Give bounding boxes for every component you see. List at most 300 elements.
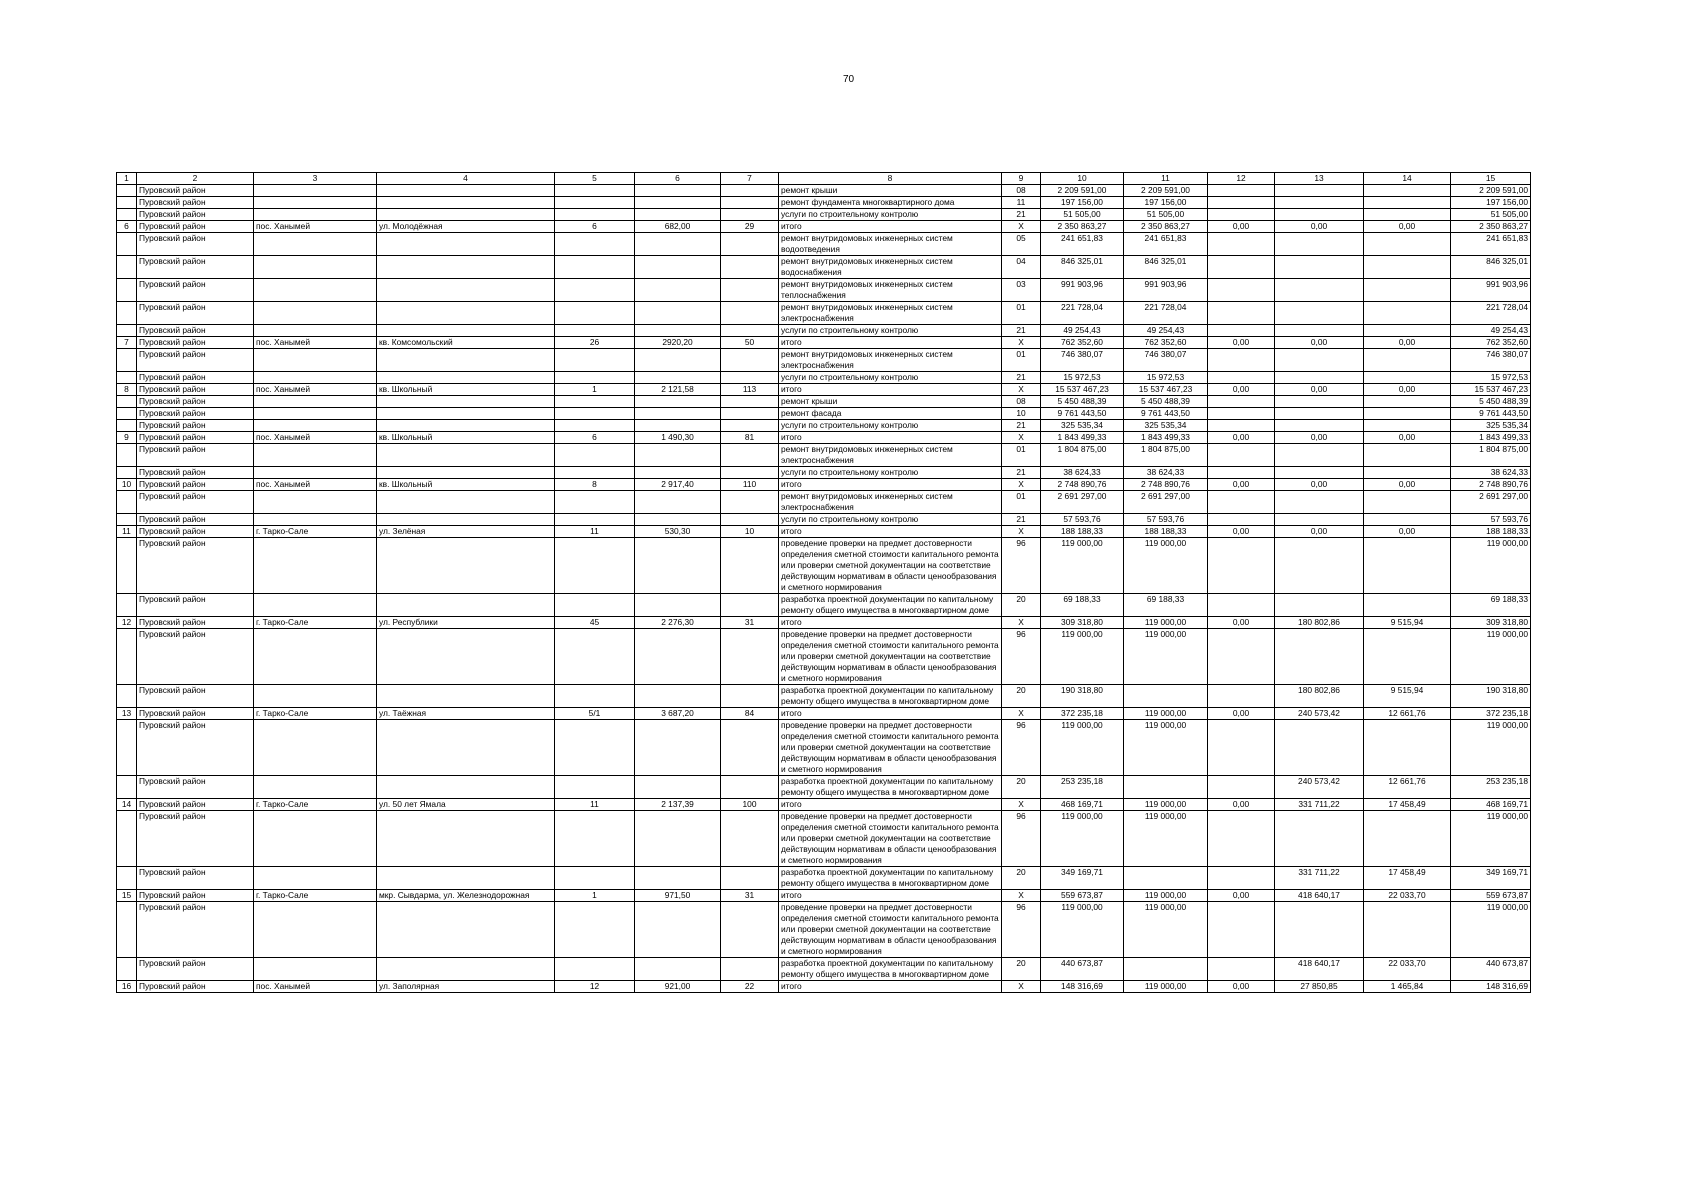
house-number: 12 [555, 981, 635, 993]
column-header-8: 8 [779, 173, 1002, 185]
district: Пуровский район [137, 958, 254, 981]
cost-federal [1208, 629, 1275, 685]
cost-total: 2 350 863,27 [1451, 221, 1531, 233]
work-type: разработка проектной документации по капитальному ремонту общего имущества в многоквартирном доме [779, 867, 1002, 890]
area: 921,00 [635, 981, 721, 993]
street: кв. Школьный [377, 479, 555, 491]
total-cost: 372 235,18 [1041, 708, 1124, 720]
district: Пуровский район [137, 325, 254, 337]
cost-federal [1208, 256, 1275, 279]
cost-municipal: 0,00 [1364, 432, 1451, 444]
area: 2 276,30 [635, 617, 721, 629]
cost-fund: 5 450 488,39 [1124, 396, 1208, 408]
table-row [117, 384, 1531, 396]
area [635, 902, 721, 958]
total-cost: 148 316,69 [1041, 981, 1124, 993]
cost-federal [1208, 720, 1275, 776]
cost-regional: 418 640,17 [1275, 958, 1364, 981]
cost-municipal [1364, 372, 1451, 384]
settlement [254, 720, 377, 776]
cost-regional: 240 573,42 [1275, 776, 1364, 799]
row-number [117, 594, 137, 617]
cost-federal: 0,00 [1208, 890, 1275, 902]
cost-federal [1208, 811, 1275, 867]
row-number: 7 [117, 337, 137, 349]
house-number: 11 [555, 799, 635, 811]
work-type: ремонт внутридомовых инженерных систем электроснабжения [779, 349, 1002, 372]
street [377, 420, 555, 432]
total-cost: 746 380,07 [1041, 349, 1124, 372]
table-row [117, 325, 1531, 337]
work-code: 11 [1002, 197, 1041, 209]
work-code: X [1002, 799, 1041, 811]
settlement [254, 349, 377, 372]
cost-total: 119 000,00 [1451, 629, 1531, 685]
cost-regional [1275, 408, 1364, 420]
street [377, 467, 555, 479]
cost-fund [1124, 685, 1208, 708]
cost-federal [1208, 514, 1275, 526]
settlement [254, 629, 377, 685]
area: 682,00 [635, 221, 721, 233]
work-type: итого [779, 337, 1002, 349]
cost-total: 119 000,00 [1451, 538, 1531, 594]
cost-fund: 2 209 591,00 [1124, 185, 1208, 197]
work-type: итого [779, 981, 1002, 993]
table-row [117, 526, 1531, 538]
total-cost: 5 450 488,39 [1041, 396, 1124, 408]
cost-municipal: 0,00 [1364, 526, 1451, 538]
row-number: 16 [117, 981, 137, 993]
work-type: ремонт фундамента многоквартирного дома [779, 197, 1002, 209]
house-number [555, 467, 635, 479]
cost-fund: 119 000,00 [1124, 538, 1208, 594]
cost-fund: 241 651,83 [1124, 233, 1208, 256]
residents [721, 349, 779, 372]
table-row [117, 372, 1531, 384]
cost-federal [1208, 408, 1275, 420]
cost-fund: 119 000,00 [1124, 720, 1208, 776]
cost-municipal: 17 458,49 [1364, 799, 1451, 811]
column-header-2: 2 [137, 173, 254, 185]
work-type: услуги по строительному контролю [779, 209, 1002, 221]
row-number [117, 209, 137, 221]
cost-federal [1208, 325, 1275, 337]
work-type: итого [779, 432, 1002, 444]
row-number [117, 349, 137, 372]
total-cost: 188 188,33 [1041, 526, 1124, 538]
residents [721, 629, 779, 685]
street [377, 776, 555, 799]
cost-federal: 0,00 [1208, 981, 1275, 993]
street: ул. Таёжная [377, 708, 555, 720]
work-type: разработка проектной документации по капитальному ремонту общего имущества в многоквартирном доме [779, 958, 1002, 981]
cost-municipal [1364, 720, 1451, 776]
street [377, 958, 555, 981]
settlement [254, 958, 377, 981]
cost-total: 253 235,18 [1451, 776, 1531, 799]
work-type: ремонт крыши [779, 396, 1002, 408]
table-row [117, 420, 1531, 432]
area [635, 197, 721, 209]
area [635, 867, 721, 890]
cost-total: 15 537 467,23 [1451, 384, 1531, 396]
house-number [555, 538, 635, 594]
cost-regional [1275, 233, 1364, 256]
street: ул. Молодёжная [377, 221, 555, 233]
district: Пуровский район [137, 396, 254, 408]
settlement [254, 197, 377, 209]
settlement [254, 302, 377, 325]
cost-total: 846 325,01 [1451, 256, 1531, 279]
total-cost: 1 843 499,33 [1041, 432, 1124, 444]
district: Пуровский район [137, 902, 254, 958]
cost-fund [1124, 776, 1208, 799]
cost-total: 38 624,33 [1451, 467, 1531, 479]
page-number: 70 [842, 74, 855, 85]
street [377, 197, 555, 209]
row-number [117, 185, 137, 197]
total-cost: 846 325,01 [1041, 256, 1124, 279]
area [635, 685, 721, 708]
cost-total: 5 450 488,39 [1451, 396, 1531, 408]
area [635, 325, 721, 337]
row-number: 15 [117, 890, 137, 902]
table-body [117, 185, 1531, 993]
settlement [254, 867, 377, 890]
district: Пуровский район [137, 420, 254, 432]
cost-federal [1208, 372, 1275, 384]
work-type: ремонт крыши [779, 185, 1002, 197]
street: кв. Школьный [377, 432, 555, 444]
column-header-12: 12 [1208, 173, 1275, 185]
cost-fund: 2 350 863,27 [1124, 221, 1208, 233]
cost-federal [1208, 302, 1275, 325]
cost-regional [1275, 279, 1364, 302]
cost-federal [1208, 233, 1275, 256]
total-cost: 119 000,00 [1041, 629, 1124, 685]
row-number [117, 256, 137, 279]
total-cost: 190 318,80 [1041, 685, 1124, 708]
cost-total: 9 761 443,50 [1451, 408, 1531, 420]
cost-fund: 1 804 875,00 [1124, 444, 1208, 467]
row-number [117, 685, 137, 708]
work-code: 96 [1002, 720, 1041, 776]
work-type: итого [779, 617, 1002, 629]
area [635, 538, 721, 594]
street [377, 349, 555, 372]
total-cost: 2 209 591,00 [1041, 185, 1124, 197]
work-code: 96 [1002, 629, 1041, 685]
cost-fund: 762 352,60 [1124, 337, 1208, 349]
cost-regional [1275, 372, 1364, 384]
cost-fund: 57 593,76 [1124, 514, 1208, 526]
cost-federal [1208, 420, 1275, 432]
district: Пуровский район [137, 617, 254, 629]
row-number [117, 538, 137, 594]
cost-municipal [1364, 256, 1451, 279]
row-number [117, 776, 137, 799]
residents [721, 420, 779, 432]
cost-municipal [1364, 396, 1451, 408]
street [377, 396, 555, 408]
settlement [254, 811, 377, 867]
work-code: X [1002, 432, 1041, 444]
residents [721, 776, 779, 799]
table-row [117, 708, 1531, 720]
work-type: проведение проверки на предмет достоверности определения сметной стоимости капитального ремонта или проверки сметной документации на соответствие действующим нормативам в области ценообразования и сметного нормирования [779, 811, 1002, 867]
table-row [117, 514, 1531, 526]
table-row [117, 396, 1531, 408]
residents [721, 902, 779, 958]
cost-total: 148 316,69 [1451, 981, 1531, 993]
work-type: ремонт фасада [779, 408, 1002, 420]
cost-regional [1275, 209, 1364, 221]
area: 2920,20 [635, 337, 721, 349]
total-cost: 49 254,43 [1041, 325, 1124, 337]
residents: 110 [721, 479, 779, 491]
residents [721, 867, 779, 890]
table-row [117, 256, 1531, 279]
cost-total: 15 972,53 [1451, 372, 1531, 384]
work-type: услуги по строительному контролю [779, 420, 1002, 432]
street [377, 594, 555, 617]
district: Пуровский район [137, 337, 254, 349]
cost-federal: 0,00 [1208, 526, 1275, 538]
cost-federal: 0,00 [1208, 432, 1275, 444]
cost-total: 991 903,96 [1451, 279, 1531, 302]
area: 3 687,20 [635, 708, 721, 720]
street: ул. Зелёная [377, 526, 555, 538]
district: Пуровский район [137, 479, 254, 491]
district: Пуровский район [137, 349, 254, 372]
work-type: итого [779, 708, 1002, 720]
settlement: г. Тарко-Сале [254, 708, 377, 720]
work-code: 03 [1002, 279, 1041, 302]
table-row [117, 491, 1531, 514]
settlement [254, 209, 377, 221]
column-header-11: 11 [1124, 173, 1208, 185]
work-type: итого [779, 384, 1002, 396]
cost-federal [1208, 594, 1275, 617]
table-row [117, 209, 1531, 221]
cost-fund: 2 691 297,00 [1124, 491, 1208, 514]
work-type: итого [779, 890, 1002, 902]
street [377, 629, 555, 685]
row-number: 9 [117, 432, 137, 444]
cost-federal: 0,00 [1208, 337, 1275, 349]
column-header-4: 4 [377, 173, 555, 185]
cost-fund: 15 972,53 [1124, 372, 1208, 384]
street [377, 256, 555, 279]
total-cost: 15 972,53 [1041, 372, 1124, 384]
work-type: услуги по строительному контролю [779, 514, 1002, 526]
cost-total: 188 188,33 [1451, 526, 1531, 538]
cost-fund: 119 000,00 [1124, 811, 1208, 867]
column-header-9: 9 [1002, 173, 1041, 185]
cost-municipal: 1 465,84 [1364, 981, 1451, 993]
work-code: 21 [1002, 209, 1041, 221]
repair-program-table [116, 172, 1531, 993]
cost-federal [1208, 279, 1275, 302]
cost-total: 119 000,00 [1451, 902, 1531, 958]
table-row [117, 799, 1531, 811]
cost-fund: 325 535,34 [1124, 420, 1208, 432]
cost-regional: 0,00 [1275, 479, 1364, 491]
cost-total: 51 505,00 [1451, 209, 1531, 221]
cost-federal [1208, 396, 1275, 408]
table-row [117, 776, 1531, 799]
area [635, 233, 721, 256]
area [635, 420, 721, 432]
table-row [117, 197, 1531, 209]
district: Пуровский район [137, 197, 254, 209]
residents: 50 [721, 337, 779, 349]
residents: 31 [721, 617, 779, 629]
district: Пуровский район [137, 811, 254, 867]
work-code: 96 [1002, 538, 1041, 594]
cost-municipal [1364, 444, 1451, 467]
work-code: 20 [1002, 776, 1041, 799]
total-cost: 468 169,71 [1041, 799, 1124, 811]
work-code: X [1002, 384, 1041, 396]
residents [721, 444, 779, 467]
cost-total: 349 169,71 [1451, 867, 1531, 890]
cost-municipal: 0,00 [1364, 221, 1451, 233]
cost-regional: 331 711,22 [1275, 867, 1364, 890]
total-cost: 15 537 467,23 [1041, 384, 1124, 396]
house-number: 1 [555, 890, 635, 902]
cost-regional [1275, 538, 1364, 594]
house-number [555, 720, 635, 776]
column-header-6: 6 [635, 173, 721, 185]
cost-regional [1275, 420, 1364, 432]
column-header-7: 7 [721, 173, 779, 185]
settlement: г. Тарко-Сале [254, 890, 377, 902]
row-number [117, 233, 137, 256]
cost-federal: 0,00 [1208, 384, 1275, 396]
cost-fund: 1 843 499,33 [1124, 432, 1208, 444]
house-number [555, 325, 635, 337]
cost-regional: 27 850,85 [1275, 981, 1364, 993]
street [377, 279, 555, 302]
work-code: X [1002, 337, 1041, 349]
residents [721, 594, 779, 617]
settlement: пос. Ханымей [254, 384, 377, 396]
row-number [117, 811, 137, 867]
cost-fund: 119 000,00 [1124, 890, 1208, 902]
residents [721, 491, 779, 514]
row-number: 13 [117, 708, 137, 720]
row-number: 10 [117, 479, 137, 491]
work-type: итого [779, 799, 1002, 811]
work-code: 04 [1002, 256, 1041, 279]
area [635, 629, 721, 685]
table-row [117, 432, 1531, 444]
cost-regional: 0,00 [1275, 384, 1364, 396]
residents [721, 811, 779, 867]
street [377, 491, 555, 514]
street [377, 514, 555, 526]
cost-federal [1208, 538, 1275, 594]
cost-total: 762 352,60 [1451, 337, 1531, 349]
row-number [117, 467, 137, 479]
house-number [555, 594, 635, 617]
area: 530,30 [635, 526, 721, 538]
street: ул. 50 лет Ямала [377, 799, 555, 811]
house-number [555, 256, 635, 279]
house-number [555, 902, 635, 958]
cost-municipal [1364, 197, 1451, 209]
work-type: проведение проверки на предмет достоверности определения сметной стоимости капитального ремонта или проверки сметной документации на соответствие действующим нормативам в области ценообразования и сметного нормирования [779, 720, 1002, 776]
house-number [555, 514, 635, 526]
row-number: 6 [117, 221, 137, 233]
area [635, 811, 721, 867]
settlement: г. Тарко-Сале [254, 799, 377, 811]
area [635, 302, 721, 325]
house-number [555, 396, 635, 408]
district: Пуровский район [137, 372, 254, 384]
street: ул. Республики [377, 617, 555, 629]
house-number [555, 279, 635, 302]
residents [721, 185, 779, 197]
total-cost: 559 673,87 [1041, 890, 1124, 902]
house-number [555, 233, 635, 256]
table-row [117, 890, 1531, 902]
cost-regional [1275, 629, 1364, 685]
cost-total: 746 380,07 [1451, 349, 1531, 372]
total-cost: 119 000,00 [1041, 902, 1124, 958]
settlement [254, 256, 377, 279]
cost-municipal [1364, 302, 1451, 325]
cost-municipal [1364, 349, 1451, 372]
table-row [117, 337, 1531, 349]
total-cost: 197 156,00 [1041, 197, 1124, 209]
street [377, 302, 555, 325]
cost-fund: 69 188,33 [1124, 594, 1208, 617]
table-row [117, 279, 1531, 302]
work-code: 21 [1002, 325, 1041, 337]
cost-municipal [1364, 408, 1451, 420]
cost-total: 468 169,71 [1451, 799, 1531, 811]
total-cost: 51 505,00 [1041, 209, 1124, 221]
work-type: услуги по строительному контролю [779, 467, 1002, 479]
street [377, 685, 555, 708]
house-number: 11 [555, 526, 635, 538]
cost-federal: 0,00 [1208, 479, 1275, 491]
table-row [117, 594, 1531, 617]
district: Пуровский район [137, 776, 254, 799]
settlement [254, 467, 377, 479]
cost-fund: 119 000,00 [1124, 617, 1208, 629]
district: Пуровский район [137, 514, 254, 526]
area [635, 349, 721, 372]
cost-municipal [1364, 514, 1451, 526]
cost-total: 197 156,00 [1451, 197, 1531, 209]
district: Пуровский район [137, 685, 254, 708]
table-row [117, 629, 1531, 685]
cost-fund: 188 188,33 [1124, 526, 1208, 538]
table-row [117, 811, 1531, 867]
table-row [117, 233, 1531, 256]
street [377, 538, 555, 594]
district: Пуровский район [137, 867, 254, 890]
house-number [555, 197, 635, 209]
row-number: 11 [117, 526, 137, 538]
residents [721, 958, 779, 981]
house-number [555, 811, 635, 867]
settlement: пос. Ханымей [254, 221, 377, 233]
